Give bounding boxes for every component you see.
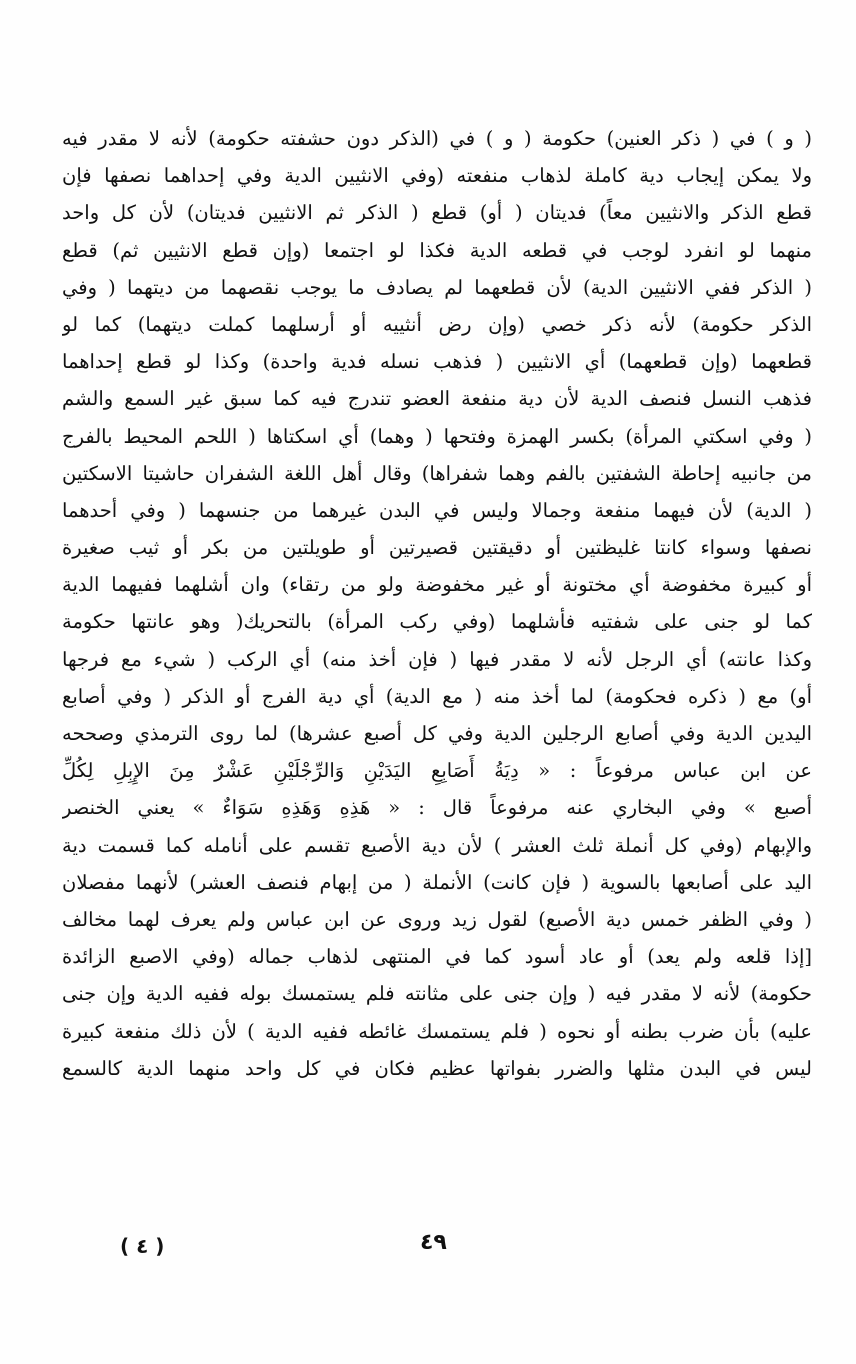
text-line: من جانبيه إحاطة الشفتين بالفم وهما شفراها) وقال أهل اللغة الشفران حاشيتا الاسكتين (62, 461, 812, 485)
text-line: منهما لو انفرد لوجب في قطعه الدية فكذا لو اجتمعا (وإن قطع الانثيين ثم) قطع (62, 238, 812, 262)
text-line: قطعهما (وإن قطعهما) أي الانثيين ( فذهب نسله فدية واحدة) وكذا لو قطع إحداهما (62, 350, 812, 374)
page-footer (0, 1222, 856, 1272)
text-line: حكومة) لأنه لا مقدر فيه ( وإن جنى على مثانته فلم يستمسك بوله ففيه الدية وإن جنى (62, 982, 812, 1006)
text-line: عليه) بأن ضرب بطنه أو نحوه ( فلم يستمسك غائطه ففيه الدية ) لأن ذلك منفعة كبيرة (62, 1019, 812, 1043)
text-line: أو كبيرة مخفوضة أي مختونة أو غير مخفوضة ولو من رتقاء) وان أشلهما ففيهما الدية (62, 573, 812, 597)
text-line: وكذا عانته) أي الرجل لأنه لا مقدر فيها ( فإن أخذ منه) أي الركب ( شيء مع فرجها (62, 647, 812, 671)
text-line: الذكر حكومة) لأنه ذكر خصي (وإن رض أنثييه أو أرسلهما كملت ديتهما) كما لو (62, 312, 812, 336)
signature-mark: ( ٤ ) (120, 1234, 165, 1258)
text-line: كما لو جنى على شفتيه فأشلهما (وفي ركب المرأة) بالتحريك( وهو عانتها حكومة (62, 610, 812, 634)
text-line: اليد على أصابعها بالسوية ( فإن كانت) الأنملة ( من إبهام فنصف العشر) لأنهما مفصلان (62, 870, 812, 894)
text-line: اليدين الدية وفي أصابع الرجلين الدية وفي كل أصبع عشرها) لما روى الترمذي وصححه (62, 722, 812, 745)
body-text (62, 120, 812, 1087)
text-line: أو) مع ( ذكره فحكومة) لما أخذ منه ( مع الدية) أي دية الفرج أو الذكر ( وفي أصابع (62, 684, 812, 708)
text-line: ليس في البدن مثلها والضرر بفواتها عظيم فكان في كل واحد منهما الدية كالسمع (62, 1056, 812, 1080)
text-line: عن ابن عباس مرفوعاً : « دِيَةُ أَصَابِعِ اليَدَيْنِ وَالرِّجْلَيْنِ عَشْرٌ مِنَ الإِبِلِ لِكُلِّ (62, 759, 812, 783)
text-line: ( الذكر ففي الانثيين الدية) لأن قطعهما لم يصادف ما يوجب نقصهما من ديتهما ( وفي (62, 275, 812, 299)
text-line: ( وفي اسكتي المرأة) بكسر الهمزة وفتحها ( وهما) أي اسكتاها ( اللحم المحيط بالفرج (62, 424, 812, 448)
text-line: ( و ) في ( ذكر العنين) حكومة ( و ) في (الذكر دون حشفته حكومة) لأنه لا مقدر فيه (62, 127, 812, 150)
text-line: نصفها وسواء كانتا غليظتين أو دقيقتين قصيرتين أو طويلتين من بكر أو ثيب صغيرة (62, 536, 812, 560)
text-line: [إذا قلعه ولم يعد) أو عاد أسود كما في المنتهى لذهاب جماله (وفي الاصبع الزائدة (62, 945, 812, 969)
text-line: قطع الذكر والانثيين معاً) فديتان ( أو) قطع ( الذكر ثم الانثيين فديتان) لأن كل واحد (62, 201, 812, 225)
text-line: ( وفي الظفر خمس دية الأصبع) لقول زيد وروى عن ابن عباس ولم يعرف لهما مخالف (62, 907, 812, 931)
page-number: ٤٩ (420, 1230, 447, 1255)
text-line: ( الدية) لأن فيهما منفعة وجمالا وليس في البدن غيرهما من جنسهما ( وفي أحدهما (62, 498, 812, 522)
text-line: أصبع » وفي البخاري عنه مرفوعاً قال : « هَذِهِ وَهَذِهِ سَوَاءٌ » يعني الخنصر (62, 796, 812, 820)
text-line: ولا يمكن إيجاب دية كاملة لذهاب منفعته (وفي الانثيين الدية وفي إحداهما نصفها فإن (62, 164, 812, 188)
text-line: والإبهام (وفي كل أنملة ثلث العشر ) لأن دية الأصبع تقسم على أنامله كما قسمت دية (62, 833, 812, 857)
text-line: فذهب النسل فنصف الدية لأن دية منفعة العضو تندرج فيه كما سبق غير السمع والشم (62, 387, 812, 411)
